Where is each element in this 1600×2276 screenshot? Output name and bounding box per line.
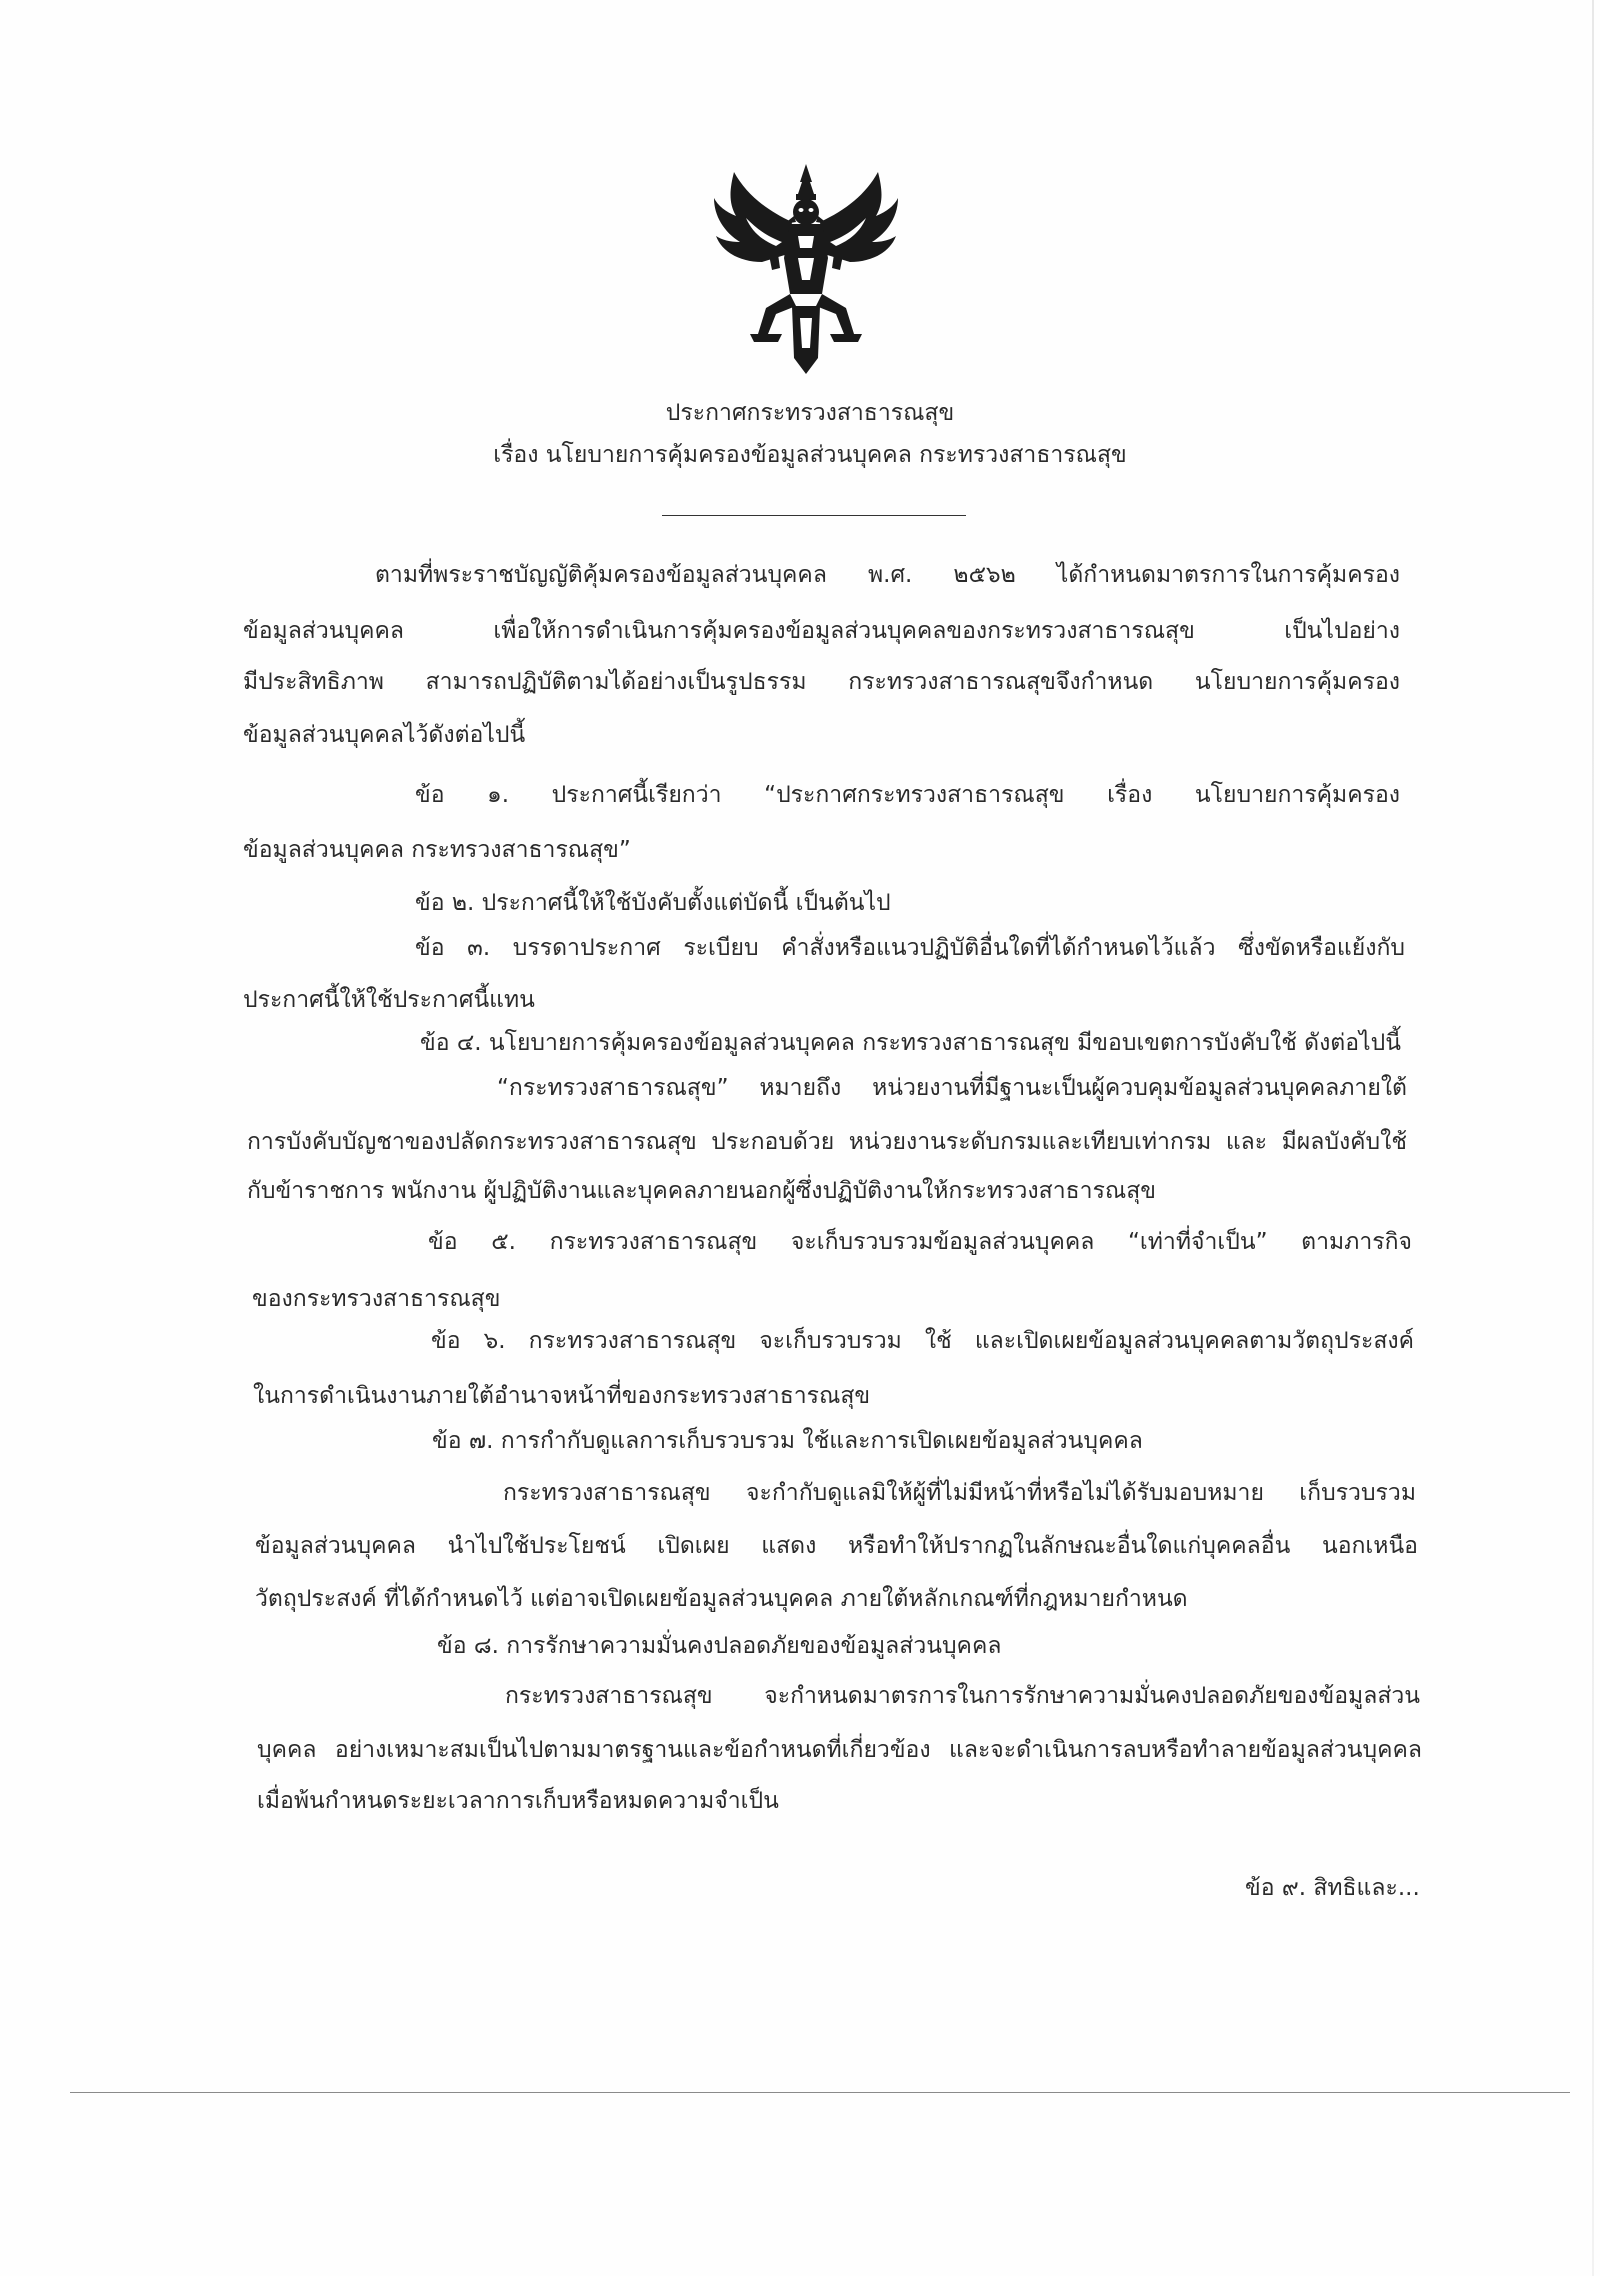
clause-4-line-2: “กระทรวงสาธารณสุข” หมายถึง หน่วยงานที่มีฐานะเป็นผู้ควบคุมข้อมูลส่วนบุคคลภายใต้ xyxy=(497,1075,1407,1101)
scan-edge xyxy=(1592,0,1594,2276)
document-subject: เรื่อง นโยบายการคุ้มครองข้อมูลส่วนบุคคล กระทรวงสาธารณสุข xyxy=(493,442,1127,468)
clause-4-line-3: การบังคับบัญชาของปลัดกระทรวงสาธารณสุข ประกอบด้วย หน่วยงานระดับกรมและเทียบเท่ากรม และ มีผลบังคับใช้ xyxy=(247,1129,1407,1155)
clause-5-line-1: ข้อ ๕. กระทรวงสาธารณสุข จะเก็บรวบรวมข้อมูลส่วนบุคคล “เท่าที่จำเป็น” ตามภารกิจ xyxy=(428,1229,1412,1255)
clause-5-line-2: ของกระทรวงสาธารณสุข xyxy=(252,1286,501,1312)
clause-8-line-3: บุคคล อย่างเหมาะสมเป็นไปตามมาตรฐานและข้อกำหนดที่เกี่ยวข้อง และจะดำเนินการลบหรือทำลายข้อมูลส่วนบุคคล xyxy=(257,1737,1422,1763)
document-title: ประกาศกระทรวงสาธารณสุข xyxy=(665,400,955,426)
clause-8-line-4: เมื่อพ้นกำหนดระยะเวลาการเก็บหรือหมดความจำเป็น xyxy=(257,1788,779,1814)
clause-8-line-2: กระทรวงสาธารณสุข จะกำหนดมาตรการในการรักษาความมั่นคงปลอดภัยของข้อมูลส่วน xyxy=(505,1683,1420,1709)
clause-1-line-2: ข้อมูลส่วนบุคคล กระทรวงสาธารณสุข” xyxy=(243,837,631,863)
clause-3-line-2: ประกาศนี้ให้ใช้ประกาศนี้แทน xyxy=(243,987,535,1013)
clause-6-line-2: ในการดำเนินงานภายใต้อำนาจหน้าที่ของกระทรวงสาธารณสุข xyxy=(253,1383,871,1409)
clause-7-line-3: ข้อมูลส่วนบุคคล นำไปใช้ประโยชน์ เปิดเผย แสดง หรือทำให้ปรากฏในลักษณะอื่นใดแก่บุคคลอื่น นอกเหนือ xyxy=(255,1533,1418,1559)
intro-line-1: ตามที่พระราชบัญญัติคุ้มครองข้อมูลส่วนบุคคล พ.ศ. ๒๕๖๒ ได้กำหนดมาตรการในการคุ้มครอง xyxy=(375,562,1400,588)
clause-2-line-1: ข้อ ๒. ประกาศนี้ให้ใช้บังคับตั้งแต่บัดนี้ เป็นต้นไป xyxy=(415,890,891,916)
footer-rule xyxy=(70,2092,1570,2093)
continuation-marker: ข้อ ๙. สิทธิและ... xyxy=(1245,1875,1420,1901)
intro-line-3: มีประสิทธิภาพ สามารถปฏิบัติตามได้อย่างเป็นรูปธรรม กระทรวงสาธารณสุขจึงกำหนด นโยบายการคุ้มครอง xyxy=(243,669,1400,695)
intro-line-4: ข้อมูลส่วนบุคคลไว้ดังต่อไปนี้ xyxy=(243,722,526,748)
clause-4-line-1: ข้อ ๔. นโยบายการคุ้มครองข้อมูลส่วนบุคคล กระทรวงสาธารณสุข มีขอบเขตการบังคับใช้ ดังต่อไปนี้ xyxy=(420,1030,1401,1056)
clause-8-line-1: ข้อ ๘. การรักษาความมั่นคงปลอดภัยของข้อมูลส่วนบุคคล xyxy=(437,1633,1002,1659)
title-underline xyxy=(662,515,966,516)
clause-3-line-1: ข้อ ๓. บรรดาประกาศ ระเบียบ คำสั่งหรือแนวปฏิบัติอื่นใดที่ได้กำหนดไว้แล้ว ซึ่งขัดหรือแย้งกับ xyxy=(415,935,1405,961)
clause-7-line-4: วัตถุประสงค์ ที่ได้กำหนดไว้ แต่อาจเปิดเผยข้อมูลส่วนบุคคล ภายใต้หลักเกณฑ์ที่กฎหมายกำหนด xyxy=(255,1586,1188,1612)
clause-1-line-1: ข้อ ๑. ประกาศนี้เรียกว่า “ประกาศกระทรวงสาธารณสุข เรื่อง นโยบายการคุ้มครอง xyxy=(415,782,1400,808)
garuda-emblem-icon xyxy=(706,158,906,378)
clause-6-line-1: ข้อ ๖. กระทรวงสาธารณสุข จะเก็บรวบรวม ใช้ และเปิดเผยข้อมูลส่วนบุคคลตามวัตถุประสงค์ xyxy=(431,1328,1414,1354)
clause-4-line-4: กับข้าราชการ พนักงาน ผู้ปฏิบัติงานและบุคคลภายนอกผู้ซึ่งปฏิบัติงานให้กระทรวงสาธารณสุข xyxy=(247,1178,1157,1204)
clause-7-line-2: กระทรวงสาธารณสุข จะกำกับดูแลมิให้ผู้ที่ไม่มีหน้าที่หรือไม่ได้รับมอบหมาย เก็บรวบรวม xyxy=(503,1480,1416,1506)
intro-line-2: ข้อมูลส่วนบุคคล เพื่อให้การดำเนินการคุ้มครองข้อมูลส่วนบุคคลของกระทรวงสาธารณสุข เป็นไปอย่าง xyxy=(243,618,1400,644)
clause-7-line-1: ข้อ ๗. การกำกับดูแลการเก็บรวบรวม ใช้และการเปิดเผยข้อมูลส่วนบุคคล xyxy=(432,1428,1143,1454)
